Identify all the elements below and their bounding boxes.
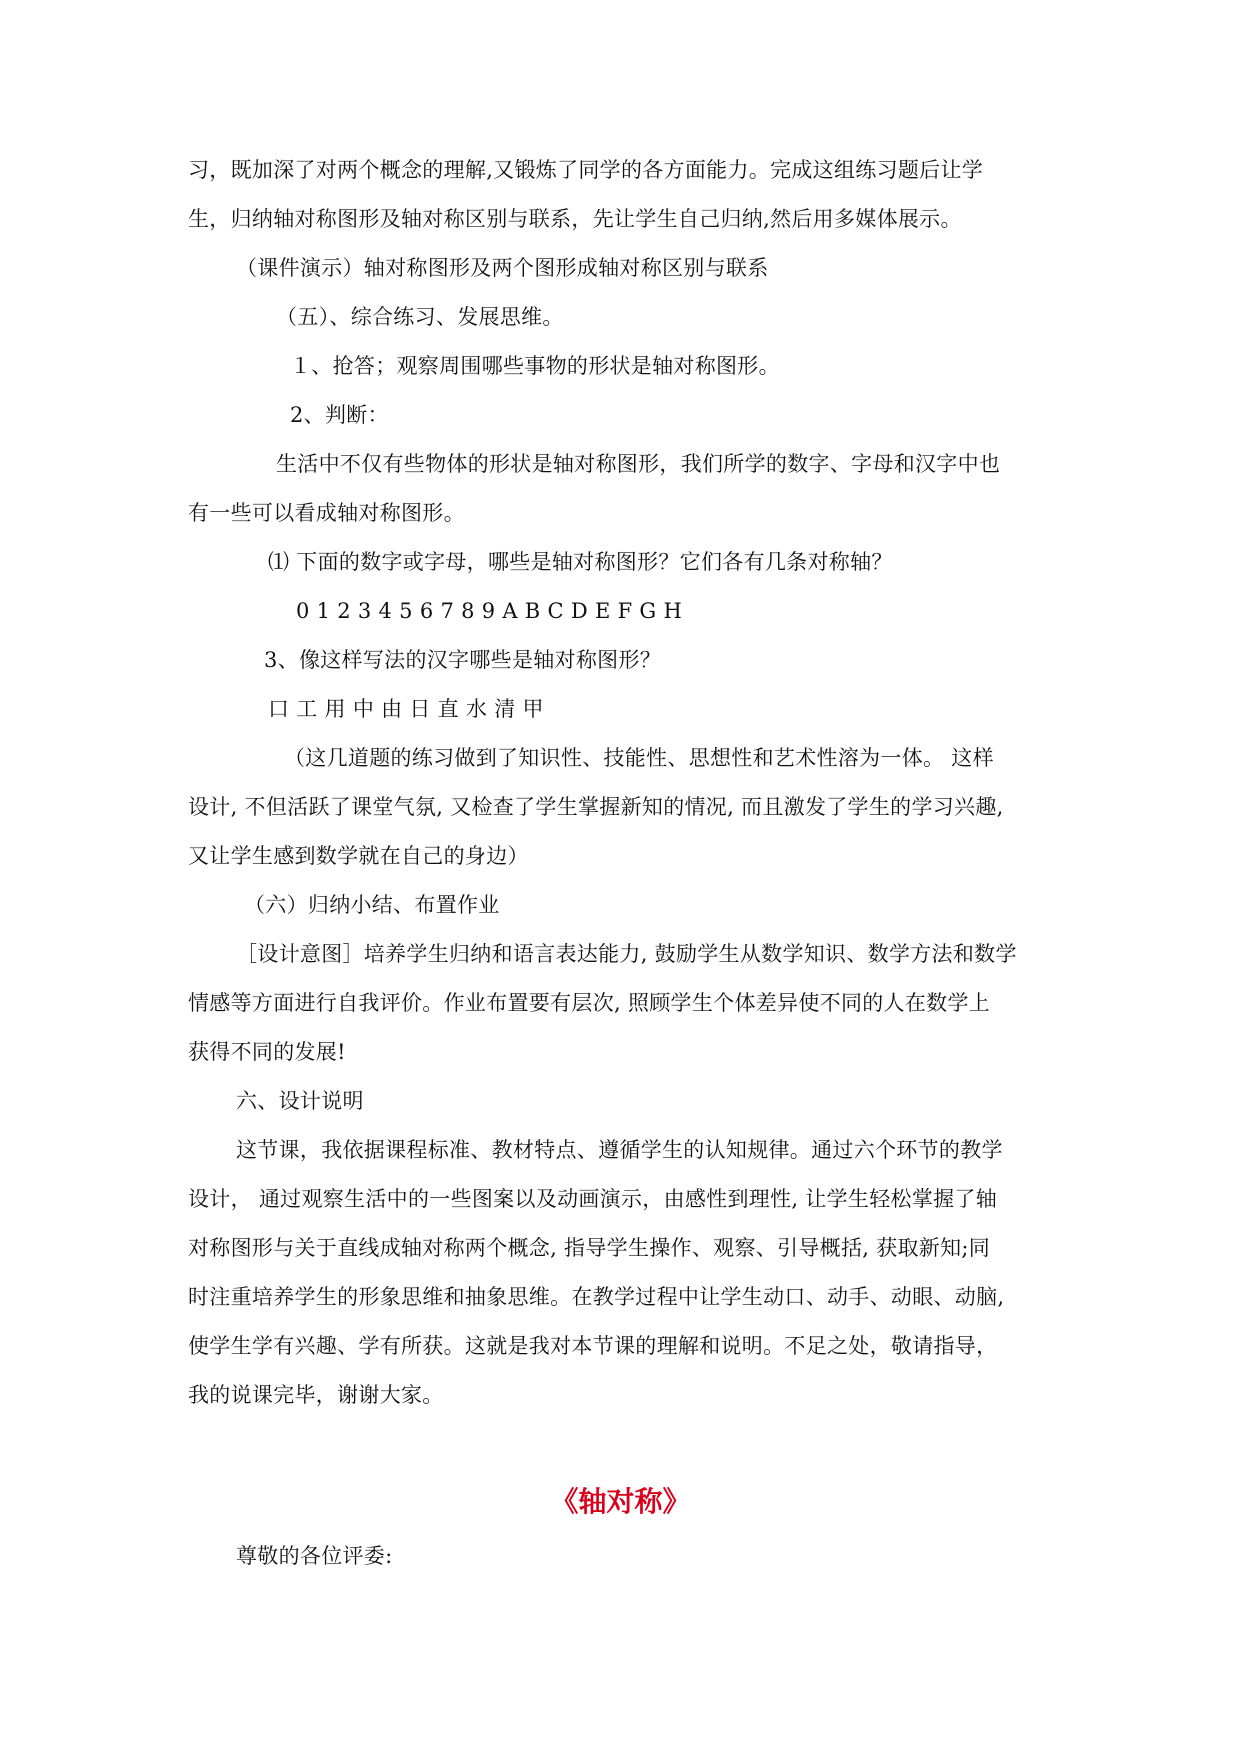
text-line: （五）、综合练习、发展思维。 bbox=[276, 305, 564, 329]
text-line: 对称图形与关于直线成轴对称两个概念, 指导学生操作、观察、引导概括, 获取新知;同 bbox=[188, 1236, 991, 1260]
text-line: （这几道题的练习做到了知识性、技能性、思想性和艺术性溶为一体。 这样 bbox=[284, 746, 994, 770]
text-line: 这节课，我依据课程标准、教材特点、遵循学生的认知规律。通过六个环节的教学 bbox=[236, 1138, 1003, 1162]
text-line: ［设计意图］培养学生归纳和语言表达能力, 鼓励学生从数学知识、数学方法和数学 bbox=[236, 942, 1017, 966]
text-line: 六、设计说明 bbox=[236, 1089, 364, 1113]
text-line: 使学生学有兴趣、学有所获。这就是我对本节课的理解和说明。不足之处，敬请指导， bbox=[188, 1334, 998, 1358]
text-line: （课件演示）轴对称图形及两个图形成轴对称区别与联系 bbox=[236, 256, 769, 280]
text-line: 获得不同的发展! bbox=[188, 1040, 346, 1064]
text-line: 2、判断： bbox=[290, 403, 389, 427]
text-line: （六）归纳小结、布置作业 bbox=[244, 893, 500, 917]
text-line: 有一些可以看成轴对称图形。 bbox=[188, 501, 465, 525]
text-line: ⑴ 下面的数字或字母，哪些是轴对称图形？它们各有几条对称轴？ bbox=[268, 550, 893, 574]
text-line: 习，既加深了对两个概念的理解,又锻炼了同学的各方面能力。完成这组练习题后让学 bbox=[188, 158, 984, 182]
text-line: 0 1 2 3 4 5 6 7 8 9 A B C D E F G H bbox=[296, 599, 683, 623]
text-line: 生，归纳轴对称图形及轴对称区别与联系，先让学生自己归纳,然后用多媒体展示。 bbox=[188, 207, 962, 231]
text-line: 设计， 通过观察生活中的一些图案以及动画演示，由感性到理性, 让学生轻松掌握了轴 bbox=[188, 1187, 998, 1211]
text-line: 3、像这样写法的汉字哪些是轴对称图形？ bbox=[264, 648, 662, 672]
text-line: 口 工 用 中 由 日 直 水 清 甲 bbox=[268, 697, 544, 721]
text-line: 情感等方面进行自我评价。作业布置要有层次, 照顾学生个体差异使不同的人在数学上 bbox=[188, 991, 991, 1015]
greeting-line: 尊敬的各位评委: bbox=[236, 1544, 393, 1568]
text-line: 设计, 不但活跃了课堂气氛, 又检查了学生掌握新知的情况, 而且激发了学生的学习兴趣, bbox=[188, 795, 1004, 819]
text-line: 生活中不仅有些物体的形状是轴对称图形，我们所学的数字、字母和汉字中也 bbox=[276, 452, 1001, 476]
text-line: 时注重培养学生的形象思维和抽象思维。在教学过程中让学生动口、动手、动眼、动脑, bbox=[188, 1285, 1005, 1309]
section-title: 《轴对称》 bbox=[550, 1485, 691, 1518]
text-line: １、抢答；观察周围哪些事物的形状是轴对称图形。 bbox=[290, 354, 780, 378]
text-line: 我的说课完毕，谢谢大家。 bbox=[188, 1383, 444, 1407]
text-line: 又让学生感到数学就在自己的身边） bbox=[188, 844, 529, 868]
